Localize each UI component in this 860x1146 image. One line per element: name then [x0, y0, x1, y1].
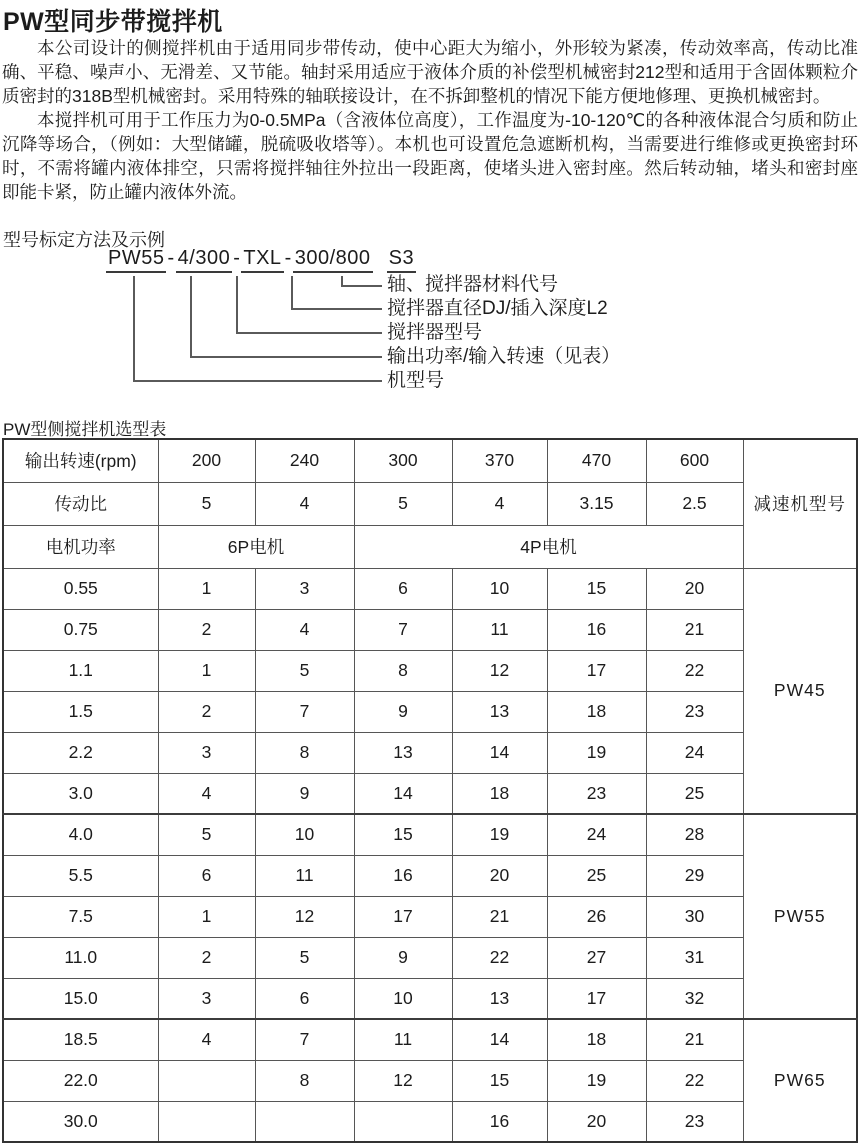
diagram-label-diameter-depth: 搅拌器直径DJ/插入深度L2 — [387, 298, 608, 319]
value-cell: 8 — [255, 732, 354, 773]
power-cell: 5.5 — [3, 855, 158, 896]
power-cell: 18.5 — [3, 1019, 158, 1060]
value-cell: 8 — [354, 650, 452, 691]
value-cell: 20 — [547, 1101, 646, 1142]
value-cell: 19 — [452, 814, 547, 855]
ratio-value: 4 — [452, 482, 547, 525]
selection-table — [2, 438, 858, 1143]
value-cell: 25 — [646, 773, 743, 814]
value-cell: 11 — [354, 1019, 452, 1060]
speed-value: 600 — [646, 439, 743, 482]
value-cell: 9 — [255, 773, 354, 814]
value-cell: 10 — [255, 814, 354, 855]
value-cell: 1 — [158, 568, 255, 609]
value-cell: 23 — [646, 691, 743, 732]
value-cell: 8 — [255, 1060, 354, 1101]
value-cell — [158, 1101, 255, 1142]
value-cell: 15 — [452, 1060, 547, 1101]
table-row — [3, 773, 857, 814]
ratio-value: 3.15 — [547, 482, 646, 525]
value-cell: 24 — [646, 732, 743, 773]
value-cell: 21 — [646, 1019, 743, 1060]
value-cell: 5 — [255, 937, 354, 978]
value-cell: 30 — [646, 896, 743, 937]
value-cell: 7 — [255, 1019, 354, 1060]
value-cell: 16 — [354, 855, 452, 896]
value-cell: 23 — [547, 773, 646, 814]
value-cell: 2 — [158, 937, 255, 978]
value-cell: 24 — [547, 814, 646, 855]
value-cell: 21 — [646, 609, 743, 650]
model-code-segment-machine: PW55 — [106, 247, 166, 273]
value-cell: 18 — [547, 691, 646, 732]
table-row — [3, 1019, 857, 1060]
value-cell: 10 — [452, 568, 547, 609]
model-code-segment-impeller-type: TXL — [241, 247, 283, 273]
paragraph-design: 本公司设计的侧搅拌机由于适用同步带传动，使中心距大为缩小，外形较为紧凑，传动效率高，传动比准确、平稳、噪声小、无滑差、又节能。轴封采用适应于液体介质的补偿型机械密封212型和适用于含固体颗粒介质密封的318B型机械密封。采用特殊的轴联接设计，在不拆卸整机的情况下能方便地修理、更换机械密封。 — [2, 38, 858, 106]
value-cell: 6 — [255, 978, 354, 1019]
value-cell: 20 — [452, 855, 547, 896]
table-row — [3, 732, 857, 773]
power-cell: 7.5 — [3, 896, 158, 937]
table-row-motor-power — [3, 525, 857, 568]
value-cell: 16 — [547, 609, 646, 650]
model-code-separator — [373, 247, 387, 273]
header-motor-power: 电机功率 — [3, 525, 158, 568]
speed-value: 370 — [452, 439, 547, 482]
value-cell: 3 — [255, 568, 354, 609]
intro-paragraphs — [2, 36, 858, 204]
table-row — [3, 896, 857, 937]
value-cell: 25 — [547, 855, 646, 896]
value-cell: 32 — [646, 978, 743, 1019]
model-code-segment-power-speed: 4/300 — [176, 247, 233, 273]
power-cell: 1.5 — [3, 691, 158, 732]
table-row-ratio — [3, 482, 857, 525]
diagram-label-material-code: 轴、搅拌器材料代号 — [387, 274, 559, 295]
value-cell: 13 — [452, 978, 547, 1019]
value-cell — [354, 1101, 452, 1142]
model-designation-heading: 型号标定方法及示例 — [3, 230, 165, 250]
value-cell: 3 — [158, 978, 255, 1019]
value-cell: 9 — [354, 691, 452, 732]
paragraph-usage: 本搅拌机可用于工作压力为0-0.5MPa（含液体位高度），工作温度为-10-120℃的各种液体混合匀质和防止沉降等场合，（例如：大型储罐，脱硫吸收塔等）。本机也可设置危急遮断机构，当需要进行维修或更换密封环时，不需将罐内液体排空，只需将搅拌轴往外拉出一段距离，使堵头进入密封座。然后转动轴，堵头和密封座即能卡紧，防止罐内液体外流。 — [2, 110, 858, 202]
motor-6p-cell: 6P电机 — [158, 525, 354, 568]
value-cell: 5 — [158, 814, 255, 855]
power-cell: 4.0 — [3, 814, 158, 855]
header-ratio: 传动比 — [3, 482, 158, 525]
value-cell: 1 — [158, 896, 255, 937]
value-cell: 15 — [547, 568, 646, 609]
value-cell: 14 — [452, 1019, 547, 1060]
selection-table-title: PW型侧搅拌机选型表 — [3, 420, 167, 439]
value-cell: 18 — [547, 1019, 646, 1060]
value-cell: 29 — [646, 855, 743, 896]
motor-4p-cell: 4P电机 — [354, 525, 743, 568]
table-row — [3, 1101, 857, 1142]
value-cell: 18 — [452, 773, 547, 814]
value-cell: 4 — [158, 773, 255, 814]
value-cell: 19 — [547, 1060, 646, 1101]
power-cell: 22.0 — [3, 1060, 158, 1101]
power-cell: 15.0 — [3, 978, 158, 1019]
power-cell: 30.0 — [3, 1101, 158, 1142]
gearbox-group-cell: PW55 — [743, 814, 857, 1019]
value-cell: 4 — [255, 609, 354, 650]
value-cell: 28 — [646, 814, 743, 855]
value-cell: 2 — [158, 691, 255, 732]
value-cell: 10 — [354, 978, 452, 1019]
power-cell: 0.55 — [3, 568, 158, 609]
power-cell: 1.1 — [3, 650, 158, 691]
value-cell: 6 — [158, 855, 255, 896]
model-code-example — [106, 247, 416, 273]
model-code-separator: - — [233, 247, 241, 269]
value-cell — [255, 1101, 354, 1142]
power-cell: 0.75 — [3, 609, 158, 650]
power-cell: 11.0 — [3, 937, 158, 978]
gearbox-group-cell: PW65 — [743, 1019, 857, 1142]
header-gearbox-model: 减速机型号 — [743, 439, 857, 568]
ratio-value: 5 — [354, 482, 452, 525]
value-cell: 2 — [158, 609, 255, 650]
table-row — [3, 855, 857, 896]
value-cell: 17 — [547, 650, 646, 691]
diagram-label-power-speed: 输出功率/输入转速（见表） — [387, 346, 621, 367]
table-row — [3, 814, 857, 855]
value-cell: 27 — [547, 937, 646, 978]
ratio-value: 5 — [158, 482, 255, 525]
value-cell: 21 — [452, 896, 547, 937]
connector-line-material-code — [341, 276, 382, 287]
speed-value: 240 — [255, 439, 354, 482]
speed-value: 470 — [547, 439, 646, 482]
speed-value: 300 — [354, 439, 452, 482]
value-cell: 14 — [354, 773, 452, 814]
model-code-separator: - — [284, 247, 292, 269]
value-cell: 14 — [452, 732, 547, 773]
value-cell: 15 — [354, 814, 452, 855]
diagram-label-impeller-type: 搅拌器型号 — [387, 322, 483, 343]
value-cell: 23 — [646, 1101, 743, 1142]
model-code-segment-material: S3 — [387, 247, 416, 273]
diagram-label-machine-model: 机型号 — [387, 370, 445, 391]
value-cell: 13 — [354, 732, 452, 773]
table-row — [3, 937, 857, 978]
model-code-separator: - — [167, 247, 175, 269]
value-cell: 22 — [646, 650, 743, 691]
value-cell — [158, 1060, 255, 1101]
table-row-output-speed — [3, 439, 857, 482]
value-cell: 11 — [255, 855, 354, 896]
value-cell: 19 — [547, 732, 646, 773]
table-row — [3, 609, 857, 650]
value-cell: 16 — [452, 1101, 547, 1142]
value-cell: 22 — [646, 1060, 743, 1101]
value-cell: 7 — [354, 609, 452, 650]
header-output-speed: 输出转速(rpm) — [3, 439, 158, 482]
ratio-value: 4 — [255, 482, 354, 525]
speed-value: 200 — [158, 439, 255, 482]
value-cell: 22 — [452, 937, 547, 978]
value-cell: 4 — [158, 1019, 255, 1060]
table-row — [3, 691, 857, 732]
value-cell: 31 — [646, 937, 743, 978]
value-cell: 13 — [452, 691, 547, 732]
power-cell: 2.2 — [3, 732, 158, 773]
value-cell: 9 — [354, 937, 452, 978]
value-cell: 17 — [547, 978, 646, 1019]
value-cell: 12 — [354, 1060, 452, 1101]
table-row — [3, 1060, 857, 1101]
page-title: PW型同步带搅拌机 — [3, 8, 223, 36]
power-cell: 3.0 — [3, 773, 158, 814]
value-cell: 20 — [646, 568, 743, 609]
value-cell: 12 — [255, 896, 354, 937]
value-cell: 11 — [452, 609, 547, 650]
table-row — [3, 978, 857, 1019]
value-cell: 17 — [354, 896, 452, 937]
value-cell: 26 — [547, 896, 646, 937]
value-cell: 1 — [158, 650, 255, 691]
value-cell: 12 — [452, 650, 547, 691]
ratio-value: 2.5 — [646, 482, 743, 525]
table-row — [3, 568, 857, 609]
value-cell: 3 — [158, 732, 255, 773]
value-cell: 7 — [255, 691, 354, 732]
value-cell: 6 — [354, 568, 452, 609]
gearbox-group-cell: PW45 — [743, 568, 857, 814]
table-row — [3, 650, 857, 691]
model-code-segment-diameter-depth: 300/800 — [293, 247, 373, 273]
value-cell: 5 — [255, 650, 354, 691]
